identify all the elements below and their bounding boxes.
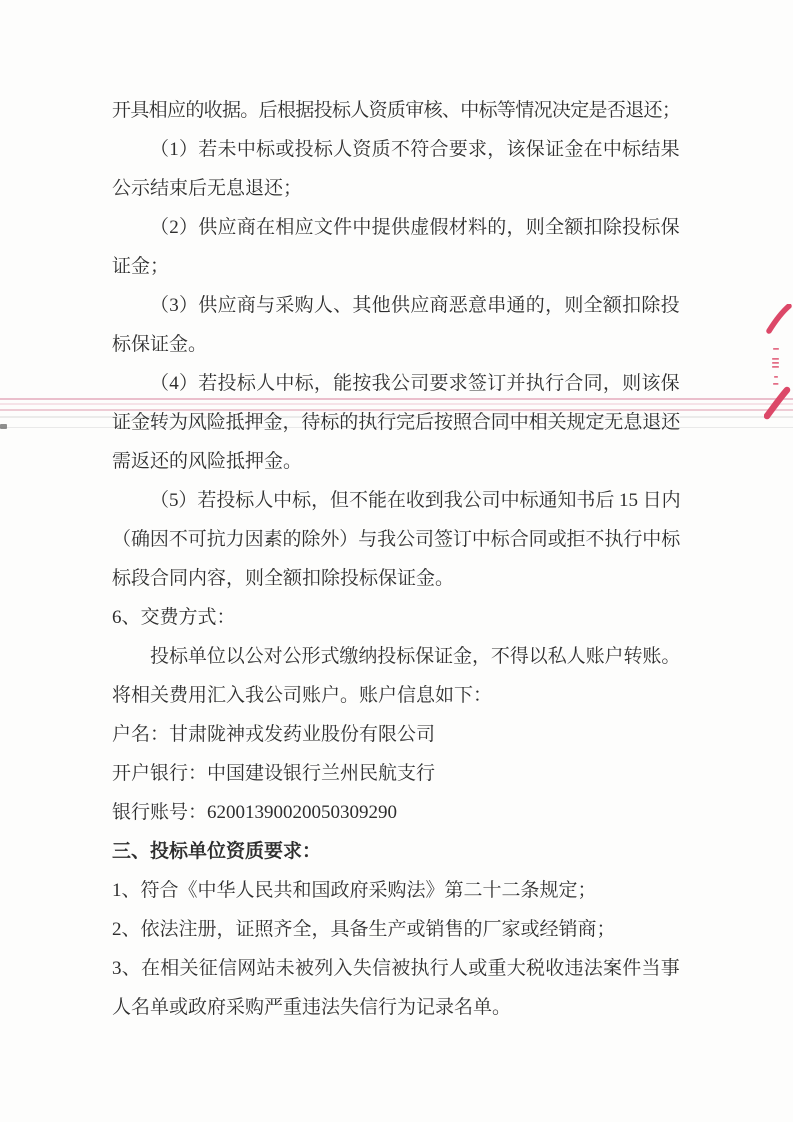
document-text-line: 三、投标单位资质要求：: [112, 841, 322, 862]
document-text-line: （ 确 因 不 可 抗 力 因 素 的 除 外 ） 与 我 公 司 签 订 中 标 合 同 或 拒 不 执 行 中 标: [112, 529, 681, 550]
seal-stroke-top: [769, 306, 789, 331]
document-text-line: 户名：甘肃陇神戎发药业股份有限公司: [112, 724, 436, 745]
document-text-line: 标保证金。: [112, 334, 208, 355]
document-text-line: （ 2 ） 供 应 商 在 相 应 文 件 中 提 供 虚 假 材 料 的 ， 则 全 额 扣 除 投 标 保: [150, 217, 680, 238]
document-text-line: （ 3 ） 供 应 商 与 采 购 人 、 其 他 供 应 商 恶 意 串 通 的 ， 则 全 额 扣 除 投: [150, 295, 680, 316]
document-text-line: 银行账号：62001390020050309290: [112, 802, 398, 823]
document-text-line: 需返还的风险抵押金。: [112, 451, 303, 472]
document-text-line: 证金；: [112, 256, 170, 277]
seal-stroke-bottom: [767, 390, 787, 416]
document-text-line: （ 4 ） 若 投 标 人 中 标 ， 能 按 我 公 司 要 求 签 订 并 执 行 合 同 ， 则 该 保: [150, 373, 680, 394]
document-text-line: 公示结束后无息退还；: [112, 178, 303, 199]
red-seal-edge-icon: [764, 304, 793, 422]
scan-edge-speck: [0, 424, 7, 429]
document-text-line: 2、依法注册，证照齐全，具备生产或销售的厂家或经销商；: [112, 919, 616, 940]
document-body: [112, 91, 680, 1027]
document-text-line: 人名单或政府采购严重违法失信行为记录名单。: [112, 997, 512, 1018]
document-text-line: 证 金 转 为 风 险 抵 押 金 ， 待 标 的 执 行 完 后 按 照 合 同 中 相 关 规 定 无 息 退 还: [112, 412, 681, 433]
document-text-line: 投 标 单 位 以 公 对 公 形 式 缴 纳 投 标 保 证 金 ， 不 得 以 私 人 账 户 转 账 。: [150, 646, 681, 667]
document-text-line: 开 具 相 应 的 收 据 。 后 根 据 投 标 人 资 质 审 核 、 中 标 等 情 况 决 定 是 否 退 还 ；: [112, 100, 681, 121]
document-text-line: 3 、 在 相 关 征 信 网 站 未 被 列 入 失 信 被 执 行 人 或 重 大 税 收 违 法 案 件 当 事: [112, 958, 680, 979]
document-text-line: （ 5 ） 若 投 标 人 中 标 ， 但 不 能 在 收 到 我 公 司 中 标 通 知 书 后 1 5 日 内: [150, 490, 681, 511]
document-text-line: 1、符合《中华人民共和国政府采购法》第二十二条规定；: [112, 880, 597, 901]
document-text-line: 标段合同内容，则全额扣除投标保证金。: [112, 568, 455, 589]
document-text-line: 6、交费方式：: [112, 607, 236, 628]
document-text-line: （ 1 ） 若 未 中 标 或 投 标 人 资 质 不 符 合 要 求 ， 该 保 证 金 在 中 标 结 果: [150, 139, 680, 160]
document-text-line: 开户银行：中国建设银行兰州民航支行: [112, 763, 436, 784]
document-text-line: 将相关费用汇入我公司账户。账户信息如下：: [112, 685, 493, 706]
